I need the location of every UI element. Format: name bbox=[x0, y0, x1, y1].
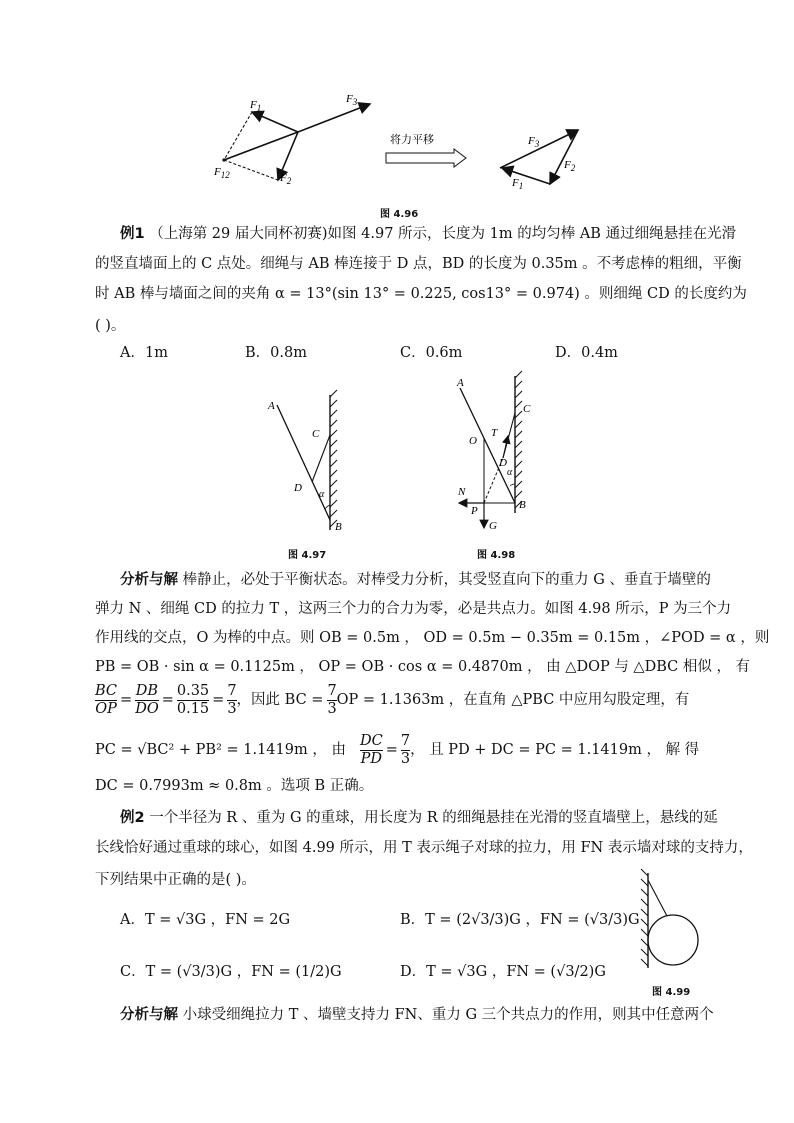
paragraph-line: 的竖直墙面上的 C 点处。细绳与 AB 棒连接于 D 点，BD 的长度为 0.35m 。不考虑棒的粗细，平衡 bbox=[95, 256, 742, 272]
f3-vector bbox=[298, 104, 370, 132]
figure-4-99 bbox=[630, 868, 705, 978]
option-d: D．T = √3G ，FN = (√3/2)G bbox=[400, 964, 606, 980]
option-a: A．T = √3G ，FN = 2G bbox=[120, 912, 291, 928]
paragraph-line: 时 AB 棒与墙面之间的夹角 α = 13°(sin 13° = 0.225, cos13° = 0.974) 。则细绳 CD 的长度约为 bbox=[95, 286, 747, 302]
option-a: A．1m bbox=[120, 345, 168, 361]
formula-line: PC = √BC² + PB² = 1.1419m ， 由 $\frac{DC}{PD}$ = $\frac{7}{3}$ ， 且 PD + DC = PC = 1.1419m ， 解 得 bbox=[95, 732, 700, 767]
figure-caption: 图 4.96 bbox=[380, 209, 419, 220]
svg-text:N: N bbox=[458, 486, 466, 498]
svg-text:C: C bbox=[523, 403, 531, 415]
figure-4-98 bbox=[445, 368, 555, 538]
rope bbox=[648, 880, 667, 916]
svg-text:P: P bbox=[471, 505, 478, 517]
figure-caption: 图 4.98 bbox=[477, 550, 516, 561]
paragraph-line: 一个半径为 R 、重为 G 的重球，用长度为 R 的细绳悬挂在光滑的竖直墙壁上，悬线的延 bbox=[149, 810, 718, 826]
solution-title: 分析与解 bbox=[120, 572, 178, 588]
option-b: B．T = (2√3/3)G ，FN = (√3/3)G bbox=[400, 912, 640, 928]
paragraph-line: 弹力 N 、细绳 CD 的拉力 T ，这两三个力的合力为零，必是共点力。如图 4.98 所示，P 为三个力 bbox=[95, 601, 732, 617]
svg-text:B: B bbox=[519, 499, 526, 511]
svg-text:D: D bbox=[294, 482, 302, 494]
dashed-line bbox=[224, 112, 252, 160]
figure-caption: 图 4.99 bbox=[652, 987, 691, 998]
ball bbox=[648, 915, 698, 965]
svg-text:F2: $F_2$ bbox=[280, 172, 292, 186]
f2-vector bbox=[550, 130, 578, 184]
paragraph-line: 下列结果中正确的是( )。 bbox=[95, 872, 256, 888]
solution-title: 分析与解 bbox=[120, 1007, 178, 1023]
rope-cd bbox=[312, 435, 330, 482]
svg-text:O: O bbox=[469, 435, 477, 447]
svg-text:A: A bbox=[457, 377, 464, 389]
paragraph-line: ( )。 bbox=[95, 318, 126, 334]
svg-text:F3: $F_3$ bbox=[528, 135, 540, 149]
paragraph-line: 小球受细绳拉力 T 、墙壁支持力 FN、重力 G 三个共点力的作用，则其中任意两个 bbox=[182, 1007, 714, 1023]
paragraph-line: （上海第 29 届大同杯初赛)如图 4.97 所示，长度为 1m 的均匀棒 AB 通过细绳悬挂在光滑 bbox=[149, 226, 737, 242]
paragraph-line: DC = 0.7993m ≈ 0.8m 。选项 B 正确。 bbox=[95, 778, 374, 794]
svg-text:F1: $F_1$ bbox=[512, 177, 524, 191]
option-b: B．0.8m bbox=[245, 345, 307, 361]
paragraph-line: 棒静止，必处于平衡状态。对棒受力分析，其受竖直向下的重力 G 、垂直于墙壁的 bbox=[182, 572, 711, 588]
option-d: D．0.4m bbox=[555, 345, 618, 361]
paragraph-line: 长线恰好通过重球的球心，如图 4.99 所示，用 T 表示绳子对球的拉力，用 FN 表示墙对球的支持力， bbox=[95, 840, 753, 856]
formula-line: $\frac{BC}{OP}$ = $\frac{DB}{DO}$ = $\frac{0.35}{0.15}$ = $\frac{7}{3}$ ，因此 BC = $\frac{7}{3}$ OP = 1.1363m ，在直角 △PBC 中应用勾股定理，有 bbox=[95, 682, 690, 717]
example-title: 例2 bbox=[120, 810, 145, 826]
svg-text:F2: $F_2$ bbox=[564, 159, 576, 173]
svg-text:F3: $F_3$ bbox=[346, 93, 358, 107]
svg-text:T: T bbox=[491, 427, 498, 439]
example-title: 例1 bbox=[120, 226, 145, 242]
svg-text:α: α bbox=[507, 467, 513, 478]
option-c: C．T = (√3/3)G ，FN = (1/2)G bbox=[120, 964, 342, 980]
paragraph-line: PB = OB · sin α = 0.1125m ， OP = OB · cos α = 0.4870m ， 由 △DOP 与 △DBC 相似 ， 有 bbox=[95, 659, 751, 675]
f1-vector bbox=[502, 168, 550, 184]
svg-text:C: C bbox=[312, 428, 320, 440]
arrow-text: 将力平移 bbox=[390, 134, 434, 146]
t-vector bbox=[503, 436, 508, 458]
svg-text:F1: $F_1$ bbox=[250, 99, 262, 113]
svg-text:G: G bbox=[489, 520, 497, 532]
paragraph-line: 作用线的交点，O 为棒的中点。则 OB = 0.5m ， OD = 0.5m − 0.35m = 0.15m ，∠POD = α ，则 bbox=[95, 630, 770, 646]
svg-text:A: A bbox=[268, 400, 275, 412]
figure-4-97 bbox=[255, 385, 365, 535]
dashed-line bbox=[224, 160, 278, 180]
option-c: C．0.6m bbox=[400, 345, 463, 361]
svg-text:B: B bbox=[335, 521, 342, 533]
svg-text:α: α bbox=[319, 489, 325, 500]
figure-4-96 bbox=[200, 88, 600, 200]
svg-text:F12: $F_{12}$ bbox=[214, 166, 230, 180]
rod-ab bbox=[277, 405, 330, 520]
svg-text:D: D bbox=[499, 457, 507, 469]
f12-vector bbox=[224, 132, 298, 160]
f1-vector bbox=[252, 112, 298, 132]
right-arrow-icon bbox=[386, 149, 466, 167]
figure-caption: 图 4.97 bbox=[288, 550, 327, 561]
